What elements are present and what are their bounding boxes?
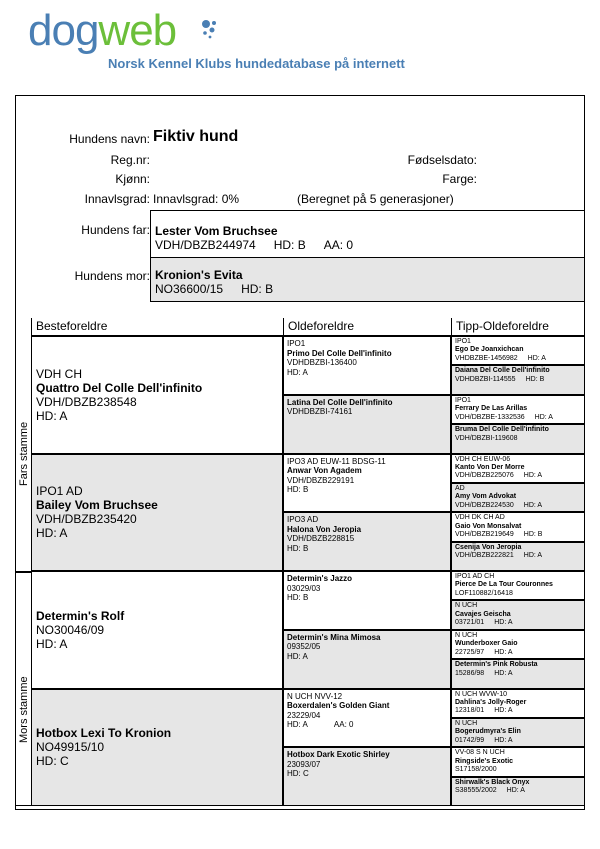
header-grandparents: Besteforeldre: [31, 318, 283, 336]
dog-reg: 23093/07: [287, 759, 321, 769]
father-details: VDH/DBZB244974 HD: B AA: 0: [155, 238, 354, 252]
dog-name: Amy Vom Advokat: [455, 493, 517, 501]
great-grandparent-cell: [283, 336, 451, 395]
dog-reg-hd: 15286/98 HD: A: [455, 669, 513, 677]
dog-reg: 23229/04: [287, 710, 321, 720]
dog-hd: HD: A: [36, 408, 68, 423]
logo-tagline: Norsk Kennel Klubs hundedatabase på internett: [108, 56, 405, 71]
dog-reg-hd: VDH/DBZB219649 HD: B: [455, 531, 543, 539]
mother-name: Kronion's Evita: [155, 268, 243, 282]
dog-title: VDH CH EUW-06: [455, 455, 511, 463]
dog-hd: HD: A: [36, 526, 68, 541]
great-great-grandparent-cell: [451, 424, 585, 453]
dog-title: VV-08 S N UCH: [455, 749, 505, 757]
dog-name: Hotbox Dark Exotic Shirley: [287, 750, 390, 760]
dog-name: Daiana Del Colle Dell'infinito: [455, 367, 550, 375]
great-grandparent-cell: [283, 689, 451, 748]
inbreeding-label: Innavlsgrad:: [84, 192, 150, 206]
great-great-grandparent-cell: [451, 689, 585, 718]
dog-reg-hd: VDH/DBZBE-1332536 HD: A: [455, 413, 553, 421]
dog-title: IPO1: [455, 396, 471, 404]
great-grandparent-cell: [283, 454, 451, 513]
inbreeding-note: (Beregnet på 5 generasjoner): [297, 192, 454, 206]
dog-title: IPO3 AD: [287, 515, 319, 525]
great-great-grandparent-cell: [451, 483, 585, 512]
inbreeding-value: Innavlsgrad: 0%: [153, 192, 240, 206]
dog-hd: HD: B: [287, 543, 309, 553]
great-great-grandparent-cell: [451, 747, 585, 776]
great-grandparent-cell: [283, 512, 451, 571]
mother-details: NO36600/15 HD: B: [155, 282, 274, 296]
dog-hd: HD: B: [287, 485, 309, 494]
great-grandparent-cell: [283, 571, 451, 630]
dog-name: Cavajes Geischa: [455, 610, 511, 618]
dog-hd: HD: A: [36, 636, 68, 651]
dog-title: N UCH: [455, 631, 478, 639]
dog-name: Shirwalk's Black Onyx: [455, 778, 530, 786]
great-grandparent-cell: [283, 747, 451, 806]
dog-name-label: Hundens navn:: [69, 132, 150, 146]
dog-name: Bruma Del Colle Dell'infinito: [455, 426, 549, 434]
dog-name: Ferrary De Las Arillas: [455, 405, 528, 413]
dog-reg-hd: 01742/99 HD: A: [455, 736, 513, 744]
dog-hd: HD: A: [287, 651, 308, 661]
great-great-grandparent-cell: [451, 630, 585, 659]
dog-title: IPO1: [455, 338, 471, 345]
dog-name: Csenija Von Jeropia: [455, 543, 522, 551]
dog-hd: HD: C: [287, 769, 309, 779]
dog-name: Hotbox Lexi To Kronion: [36, 726, 172, 741]
grandparent-cell: [31, 689, 283, 807]
dog-name: Bailey Vom Bruchsee: [36, 498, 158, 513]
dog-name: Determin's Rolf: [36, 608, 125, 623]
dog-name: Gaio Von Monsalvat: [455, 522, 522, 530]
father-name: Lester Vom Bruchsee: [155, 224, 278, 238]
dog-hd: HD: A AA: 0: [287, 720, 354, 729]
dog-reg-hd: S17158/2000: [455, 766, 497, 774]
dog-reg-hd: VDHDBZBI-114555 HD: B: [455, 375, 545, 383]
great-great-grandparent-cell: [451, 571, 585, 600]
dog-reg: 09352/05: [287, 642, 321, 652]
great-great-grandparent-cell: [451, 336, 585, 365]
great-great-grandparent-cell: [451, 454, 585, 483]
dog-title: N UCH: [455, 719, 478, 727]
dog-title: IPO1: [287, 339, 306, 348]
dog-name: Boxerdalen's Golden Giant: [287, 701, 390, 710]
great-great-grandparent-cell: [451, 659, 585, 688]
dog-reg: VDH/DBZB235420: [36, 512, 137, 527]
dog-name: Fiktiv hund: [153, 128, 239, 145]
dog-hd: HD: A: [287, 367, 308, 377]
dog-name: Primo Del Colle Dell'infinito: [287, 348, 392, 358]
dog-title: IPO3 AD EUW-11 BDSG-11: [287, 456, 386, 466]
regnr-label: Reg.nr:: [110, 153, 150, 167]
dog-name: Determin's Pink Robusta: [455, 661, 538, 669]
birthdate-label: Fødselsdato:: [407, 153, 477, 167]
dog-title: N UCH: [455, 602, 478, 610]
dog-name: Anwar Von Agadem: [287, 466, 362, 475]
dog-reg-hd: 03721/01 HD: A: [455, 619, 513, 627]
dog-reg-hd: 22725/97 HD: A: [455, 648, 513, 656]
logo: [28, 6, 448, 82]
dog-title: N UCH NVV-12: [287, 691, 343, 701]
dog-name: Bogerudmyra's Elin: [455, 728, 521, 736]
dog-reg-hd: VDH/DBZB224530 HD: A: [455, 501, 543, 509]
dog-name: Dahlina's Jolly-Roger: [455, 698, 527, 706]
dog-title: IPO1 AD CH: [455, 573, 495, 580]
dog-title: IPO1 AD: [36, 484, 83, 499]
logo-dots-icon: [200, 16, 240, 56]
dog-name: Kanto Von Der Morre: [455, 463, 525, 471]
dog-reg: VDH/DBZB238548: [36, 394, 137, 409]
header-great-grandparents: Oldeforeldre: [283, 318, 451, 336]
dog-reg-hd: VDH/DBZBI-119608: [455, 434, 518, 442]
mother-label: Hundens mor:: [74, 269, 150, 283]
header-great-great-grandparents: Tipp-Oldeforeldre: [451, 318, 585, 336]
great-great-grandparent-cell: [451, 777, 585, 806]
dog-reg-hd: 12318/01 HD: A: [455, 707, 513, 715]
dog-reg-hd: VDH/DBZB225076 HD: A: [455, 472, 543, 480]
dog-reg-hd: VDH/DBZB222821 HD: A: [455, 552, 543, 560]
dog-name: Latina Del Colle Dell'infinito: [287, 397, 393, 407]
dog-reg: VDH/DBZB228815: [287, 534, 355, 544]
dog-name: Wunderboxer Gaio: [455, 640, 518, 648]
great-grandparent-cell: [283, 395, 451, 454]
dog-name: Determin's Jazzo: [287, 574, 353, 583]
dog-reg: NO49915/10: [36, 740, 105, 755]
dog-hd: [287, 417, 447, 427]
dog-title: VDH DK CH AD: [455, 514, 505, 522]
dog-reg-hd: S38555/2002 HD: A: [455, 787, 525, 795]
dog-name: Pierce De La Tour Couronnes: [455, 581, 553, 589]
color-label: Farge:: [442, 172, 477, 186]
logo-wordmark: dogweb: [28, 6, 177, 55]
side-mors-stamme: Mors stamme: [15, 572, 31, 806]
dog-reg: VDH/DBZB229191: [287, 475, 355, 485]
sex-label: Kjønn:: [115, 172, 150, 186]
great-great-grandparent-cell: [451, 395, 585, 424]
dog-title: AD: [455, 484, 465, 492]
dog-name: Quattro Del Colle Dell'infinito: [36, 380, 203, 395]
great-great-grandparent-cell: [451, 718, 585, 747]
pedigree-table: [15, 318, 585, 806]
dog-reg: 03029/03: [287, 583, 321, 593]
dog-title: N UCH WVW-10: [455, 690, 507, 698]
great-great-grandparent-cell: [451, 512, 585, 541]
dog-name: Determin's Mina Mimosa: [287, 632, 381, 642]
dog-reg: VDHDBZBI-74161: [287, 407, 353, 417]
dog-hd: HD: C: [36, 754, 69, 769]
great-great-grandparent-cell: [451, 600, 585, 629]
grandparent-cell: [31, 336, 283, 454]
grandparent-cell: [31, 454, 283, 572]
great-great-grandparent-cell: [451, 365, 585, 394]
dog-hd: HD: B: [287, 593, 309, 602]
father-label: Hundens far:: [81, 223, 150, 237]
great-grandparent-cell: [283, 630, 451, 689]
dog-reg: NO30046/09: [36, 622, 105, 637]
great-great-grandparent-cell: [451, 542, 585, 571]
father-box: [150, 210, 585, 258]
mother-box: [150, 257, 585, 302]
dog-name: Ringside's Exotic: [455, 757, 514, 765]
grandparent-cell: [31, 571, 283, 689]
dog-reg-hd: VHDBZBE-1456982 HD: A: [455, 354, 546, 362]
dog-reg: VDHDBZBI-136400: [287, 358, 357, 367]
dog-reg-hd: LOF110882/16418: [455, 589, 513, 597]
dog-name: Halona Von Jeropia: [287, 524, 362, 534]
dog-title: VDH CH: [36, 366, 83, 381]
side-fars-stamme: Fars stamme: [15, 336, 31, 572]
dog-name: Ego De Joanxichcan: [455, 346, 524, 354]
